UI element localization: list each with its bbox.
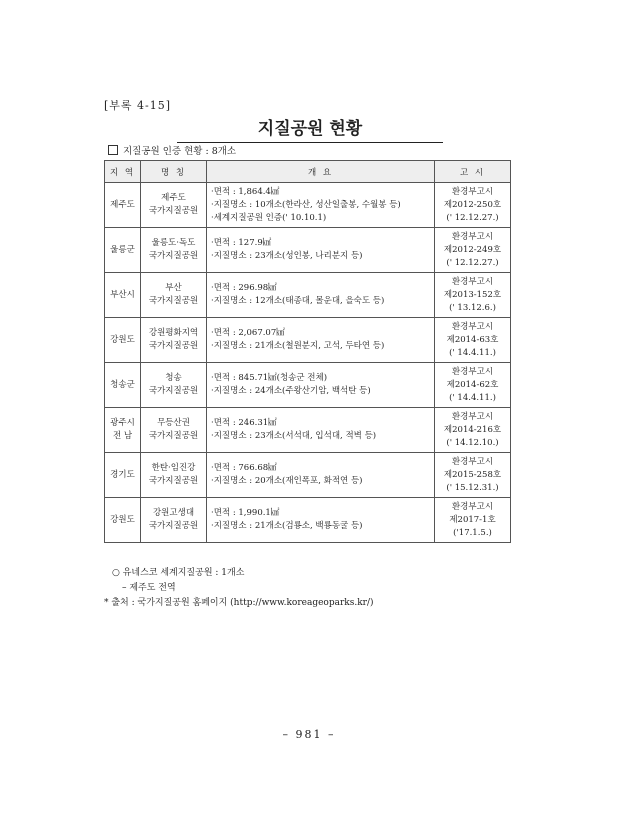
notice-line: 환경부고시 [451,231,494,242]
overview-cell [207,318,435,363]
name-line: 한탄·임진강 [151,463,196,473]
overview-line: ·면적 : 2,067.07㎢ [211,328,285,338]
notice-line: (' 14.4.11.) [449,392,496,403]
name-line: 국가지질공원 [148,476,199,486]
overview-cell [207,228,435,273]
region-cell [105,318,141,363]
notes [104,566,374,611]
overview-line: ·지질명소 : 23개소(서석대, 입석대, 적벽 등) [211,431,377,441]
overview-line: ·면적 : 1,990.1㎢ [211,508,280,518]
overview-cell [207,183,435,228]
notice-line: 제2015-258호 [443,469,502,480]
page-title: 지질공원 현황 [177,114,443,143]
notice-line: 제2017-1호 [449,514,496,525]
overview-line: ·지질명소 : 21개소(철원분지, 고석, 두타연 등) [211,341,385,351]
table-row [105,273,511,318]
table-row [105,408,511,453]
name-line: 강원평화지역 [148,328,199,338]
region-cell [105,183,141,228]
notice-line: (' 12.12.27.) [446,257,499,268]
name-line: 청송 [165,373,182,383]
unesco-detail: – 제주도 전역 [122,583,176,593]
overview-line: ·면적 : 845.71㎢(청송군 전체) [211,373,328,383]
checkbox-square-icon [108,145,118,155]
notice-line: 환경부고시 [451,366,494,377]
notice-line: (' 12.12.27.) [446,212,499,223]
region-cell [105,363,141,408]
region-line: 청송군 [110,379,135,390]
header-notice: 고 시 [435,161,511,183]
name-cell [141,498,207,543]
region-line: 제주도 [110,199,135,210]
unesco-note: ○ 유네스코 세계지질공원 : 1개소 [112,568,245,578]
source-note: * 출처 : 국가지질공원 홈페이지 (http://www.koreageoparks.kr/) [104,598,374,608]
region-cell [105,228,141,273]
notice-line: 제2013-152호 [443,289,502,300]
notice-line: ('17.1.5.) [453,527,492,538]
overview-line: ·면적 : 246.31㎢ [211,418,277,428]
notice-line: 제2014-216호 [443,424,502,435]
notice-cell [435,183,511,228]
overview-line: ·지질명소 : 23개소(성인봉, 나리분지 등) [211,251,363,261]
region-cell [105,408,141,453]
name-line: 국가지질공원 [148,206,199,216]
name-line: 부산 [165,283,182,293]
name-cell [141,318,207,363]
notice-cell [435,318,511,363]
name-line: 국가지질공원 [148,521,199,531]
name-line: 제주도 [161,193,186,203]
table-row [105,183,511,228]
name-line: 무등산권 [157,418,190,428]
overview-line: ·면적 : 766.68㎢ [211,463,277,473]
overview-cell [207,273,435,318]
overview-cell [207,453,435,498]
overview-line: ·지질명소 : 21개소(검룡소, 백룡동굴 등) [211,521,363,531]
notice-line: 환경부고시 [451,501,494,512]
geopark-table [104,160,511,543]
notice-line: 제2012-250호 [443,199,502,210]
notice-line: 환경부고시 [451,276,494,287]
overview-line: ·면적 : 127.9㎢ [211,238,272,248]
overview-cell [207,408,435,453]
table-row [105,363,511,408]
notice-line: (' 14.4.11.) [449,347,496,358]
notice-line: 제2014-62호 [446,379,499,390]
notice-cell [435,363,511,408]
overview-cell [207,498,435,543]
notice-line: (' 14.12.10.) [446,437,499,448]
notice-line: 환경부고시 [451,456,494,467]
notice-cell [435,228,511,273]
name-cell [141,183,207,228]
name-line: 국가지질공원 [148,296,199,306]
name-line: 국가지질공원 [148,386,199,396]
name-cell [141,408,207,453]
overview-cell [207,363,435,408]
overview-line: ·면적 : 296.98㎢ [211,283,277,293]
region-cell [105,273,141,318]
name-line: 울릉도·독도 [151,238,196,248]
overview-line: ·면적 : 1,864.4㎢ [211,186,280,197]
appendix-label: [부록 4-15] [104,99,172,112]
notice-line: 환경부고시 [451,186,494,197]
notice-line: 제2014-63호 [446,334,499,345]
name-cell [141,363,207,408]
summary-line [108,143,236,157]
overview-line: ·지질명소 : 20개소(재인폭포, 화적연 등) [211,476,363,486]
name-line: 국가지질공원 [148,341,199,351]
region-line: 강원도 [110,514,135,525]
region-line: 경기도 [110,469,135,480]
table-header-row [105,161,511,183]
header-name: 명 칭 [141,161,207,183]
region-line: 강원도 [110,334,135,345]
table-row [105,318,511,363]
name-cell [141,273,207,318]
region-line: 전 남 [112,431,133,441]
notice-cell [435,408,511,453]
notice-line: (' 13.12.6.) [449,302,496,313]
notice-line: (' 15.12.31.) [446,482,499,493]
name-line: 강원고생대 [152,508,195,518]
summary-text: 지질공원 인증 현황 : 8개소 [123,146,237,157]
page-number: – 981 – [282,728,336,741]
notice-line: 환경부고시 [451,411,494,422]
region-cell [105,498,141,543]
overview-line: ·세계지질공원 인증(' 10.10.1) [211,212,327,223]
notice-line: 환경부고시 [451,321,494,332]
name-cell [141,228,207,273]
overview-line: ·지질명소 : 10개소(한라산, 성산일출봉, 수월봉 등) [211,199,401,210]
table-row [105,228,511,273]
table-row [105,453,511,498]
name-cell [141,453,207,498]
header-region: 지 역 [105,161,141,183]
name-line: 국가지질공원 [148,431,199,441]
notice-line: 제2012-249호 [443,244,502,255]
notice-cell [435,273,511,318]
overview-line: ·지질명소 : 24개소(주왕산기암, 백석탄 등) [211,386,371,396]
region-cell [105,453,141,498]
overview-line: ·지질명소 : 12개소(태종대, 몰운대, 을숙도 등) [211,296,385,306]
notice-cell [435,498,511,543]
region-line: 부산시 [110,289,135,300]
notice-cell [435,453,511,498]
region-line: 광주시 [110,418,135,428]
header-overview: 개 요 [207,161,435,183]
region-line: 울릉군 [110,244,135,255]
table-row [105,498,511,543]
name-line: 국가지질공원 [148,251,199,261]
